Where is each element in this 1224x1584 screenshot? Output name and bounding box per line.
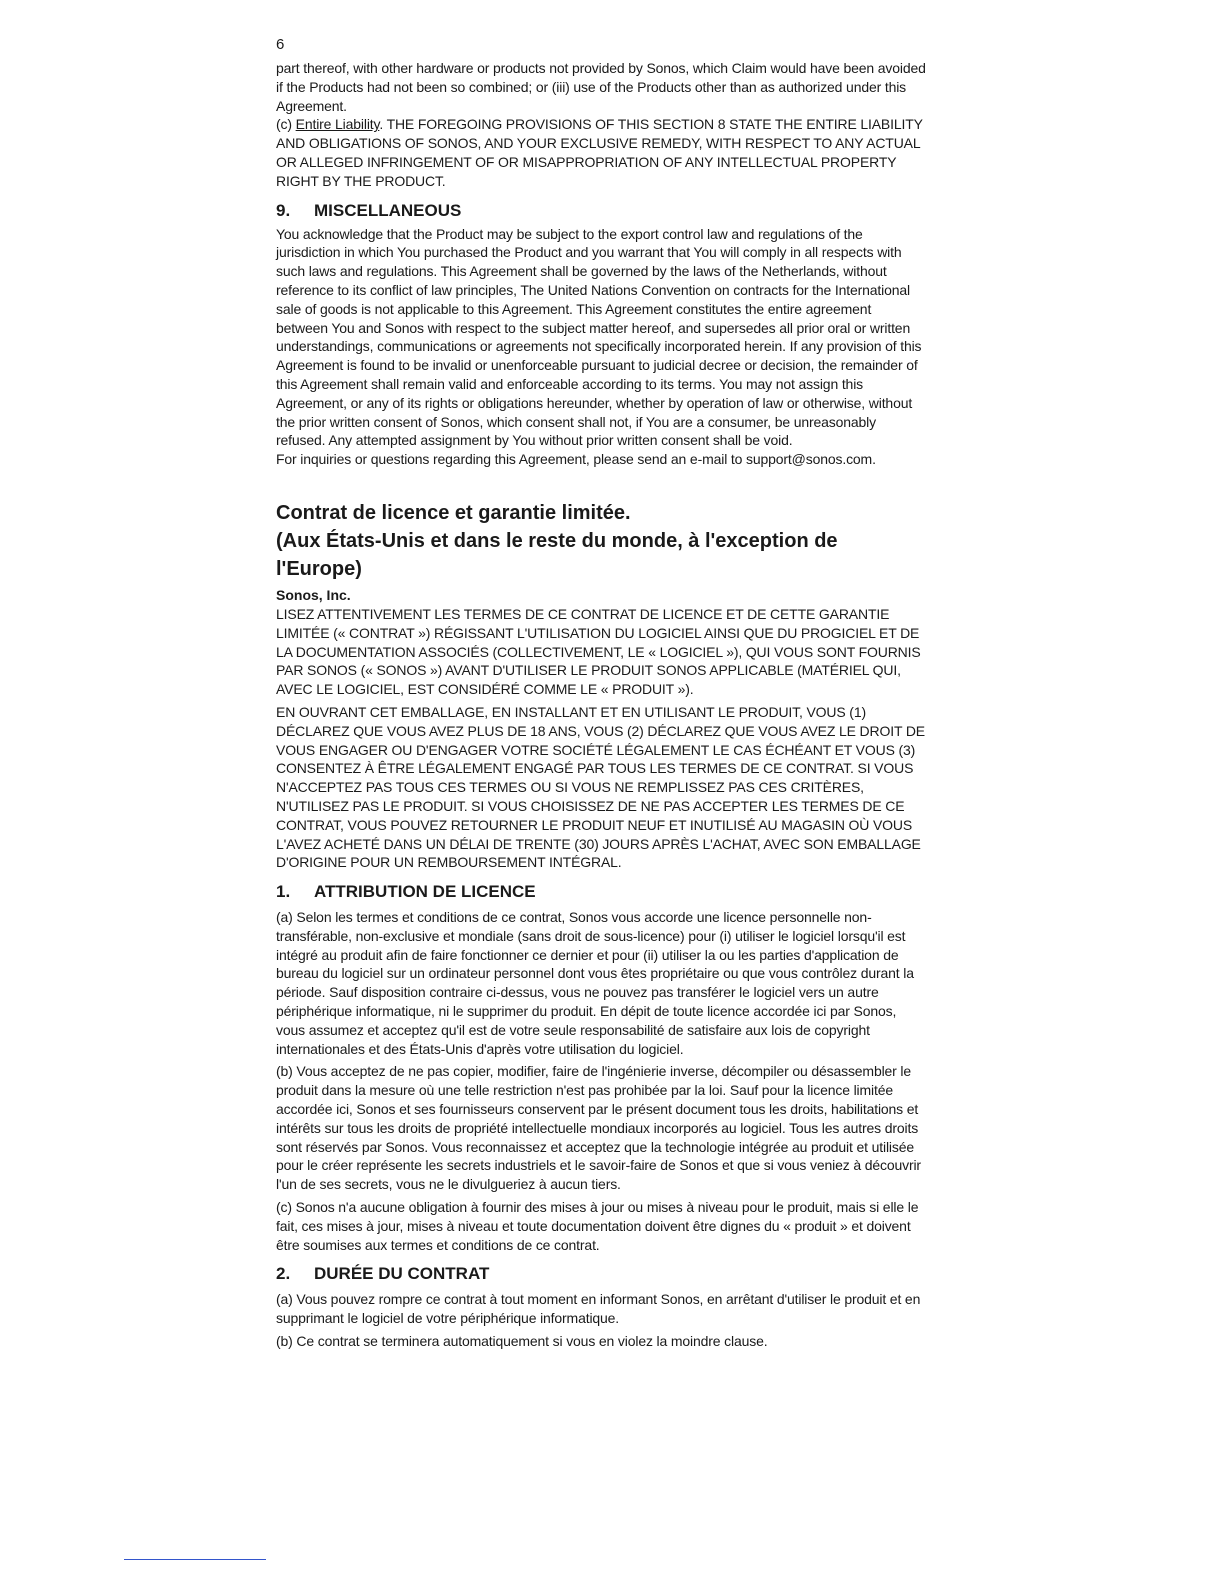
section-9-body: You acknowledge that the Product may be subject to the export control law and regulations of the jurisdiction in which You purchased the Product and you warrant that You will comply in all respects with such laws and regulations. This Agreement shall be governed by the laws of the Netherlands, without reference to its conflict of law principles, The United Nations Convention on contracts for the International sale of goods is not applicable to this Agreement. This Agreement constitutes the entire agreement between You and Sonos with respect to the subject matter hereof, and supersedes all prior oral or written understandings, communications or agreements not specifically incorporated herein. If any provision of this Agreement is found to be invalid or unenforceable pursuant to judicial decree or decision, the remainder of this Agreement shall remain valid and enforceable according to its terms. You may not assign this Agreement, or any of its rights or obligations hereunder, whether by operation of law or otherwise, without the prior written consent of Sonos, which consent shall not, if You are a consumer, be unreasonably refused. Any attempted assignment by You without prior written consent shall be void. — [276, 225, 922, 449]
intro-paragraph: part thereof, with other hardware or products not provided by Sonos, which Claim would have been avoided if the Products had not been so combined; or (iii) use of the Products other than as authorized under this Agreement. — [276, 60, 926, 114]
section-1-title: ATTRIBUTION DE LICENCE — [314, 882, 536, 902]
section-1-heading — [276, 882, 926, 902]
page-number: 6 — [276, 36, 285, 53]
french-paragraph-1: LISEZ ATTENTIVEMENT LES TERMES DE CE CONTRAT DE LICENCE ET DE CETTE GARANTIE LIMITÉE (« CONTRAT ») RÉGISSANT L'UTILISATION DU LOGICIEL AINSI QUE DU PROGICIEL ET DE LA DOCUMENTATION ASSOCIÉS (COLLECTIVEMENT, LE « LOGICIEL »), QUI VOUS SONT FOURNIS PAR SONOS (« SONOS ») AVANT D'UTILISER LE PRODUIT SONOS APPLICABLE (MATÉRIEL QUI, AVEC LE LOGICIEL, EST CONSIDÉRÉ COMME LE « PRODUIT »). — [276, 605, 921, 698]
document-page — [276, 36, 926, 1351]
entire-liability-text: . THE FOREGOING PROVISIONS OF THIS SECTION 8 STATE THE ENTIRE LIABILITY AND OBLIGATIONS OF SONOS, AND YOUR EXCLUSIVE REMEDY, WITH RESPECT TO ANY ACTUAL OR ALLEGED INFRINGEMENT OF OR MISAPPROPRIATION OF ANY INTELLECTUAL PROPERTY RIGHT BY THE PRODUCT. — [276, 116, 923, 189]
section-2-heading — [276, 1264, 926, 1284]
french-title-line-1: Contrat de licence et garantie limitée. — [276, 501, 631, 524]
section-1-clause-c: (c) Sonos n'a aucune obligation à fournir des mises à jour ou mises à niveau pour le produit, mais si elle le fait, ces mises à jour, mises à niveau et toute documentation doivent être dignes du « produit » et doivent être soumises aux termes et conditions de ce contrat. — [276, 1199, 919, 1253]
section-2-clause-b: (b) Ce contrat se terminera automatiquement si vous en violez la moindre clause. — [276, 1333, 768, 1350]
french-title — [276, 499, 926, 583]
clause-label: (c) — [276, 116, 296, 133]
entire-liability-paragraph — [276, 115, 926, 190]
entire-liability-heading: Entire Liability — [295, 116, 380, 133]
company-name: Sonos, Inc. — [276, 586, 351, 603]
section-9-number: 9. — [276, 200, 291, 220]
section-9-heading — [276, 201, 926, 221]
section-2-number: 2. — [276, 1264, 291, 1284]
section-1-number: 1. — [276, 882, 291, 902]
section-1-clause-a: (a) Selon les termes et conditions de ce contrat, Sonos vous accorde une licence personnelle non-transférable, non-exclusive et mondiale (sans droit de sous-licence) pour (i) utiliser le logiciel lorsqu'il est intégré au produit afin de faire fonctionner ce dernier et pour (ii) utiliser la ou les parties d'application de bureau du logiciel sur un ordinateur personnel dont vous êtes propriétaire ou que vous contrôlez durant la période. Sauf disposition contraire ci-dessus, vous ne pouvez pas transférer le logiciel vers un autre périphérique informatique, ni le supprimer du produit. En dépit de toute licence accordée ici par Sonos, vous assumez et acceptez qu'il est de votre seule responsabilité de satisfaire aux lois de copyright internationales et des États-Unis d'après votre utilisation du logiciel. — [276, 909, 914, 1057]
section-2-title: DURÉE DU CONTRAT — [314, 1264, 490, 1284]
french-title-line-2: (Aux États-Unis et dans le reste du monde, à l'exception de l'Europe) — [276, 529, 838, 580]
section-2-clause-a: (a) Vous pouvez rompre ce contrat à tout moment en informant Sonos, en arrêtant d'utiliser le produit et en supprimant le logiciel de votre périphérique informatique. — [276, 1291, 921, 1327]
section-9-title: MISCELLANEOUS — [314, 200, 462, 220]
section-1-clause-b: (b) Vous acceptez de ne pas copier, modifier, faire de l'ingénierie inverse, décompiler ou désassembler le produit dans la mesure où une telle restriction n'est pas prohibée par la loi. Sauf pour la licence limitée accordée ici, Sonos et ses fournisseurs conservent par le présent document tous les droits, habilitations et intérêts sur tous les droits de propriété intellectuelle mondiaux incorporés au logiciel. Tous les autres droits sont réservés par Sonos. Vous reconnaissez et acceptez que la technologie intégrée au produit et utilisée pour le créer représente les secrets industriels et le savoir-faire de Sonos et que si vous veniez à découvrir l'un de ses secrets, vous ne le divulgueriez à aucun tiers. — [276, 1063, 921, 1193]
french-paragraph-2: EN OUVRANT CET EMBALLAGE, EN INSTALLANT ET EN UTILISANT LE PRODUIT, VOUS (1) DÉCLAREZ QUE VOUS AVEZ PLUS DE 18 ANS, VOUS (2) DÉCLAREZ QUE VOUS AVEZ LE DROIT DE VOUS ENGAGER OU D'ENGAGER VOTRE SOCIÉTÉ LÉGALEMENT LE CAS ÉCHÉANT ET VOUS (3) CONSENTEZ À ÊTRE LÉGALEMENT ENGAGÉ PAR TOUS LES TERMES DE CE CONTRAT. SI VOUS N'ACCEPTEZ PAS TOUS CES TERMES OU SI VOUS NE REMPLISSEZ PAS CES CRITÈRES, N'UTILISEZ PAS LE PRODUIT. SI VOUS CHOISISSEZ DE NE PAS ACCEPTER LES TERMES DE CE CONTRAT, VOUS POUVEZ RETOURNER LE PRODUIT NEUF ET INUTILISÉ AU MAGASIN OÙ VOUS L'AVEZ ACHETÉ DANS UN DÉLAI DE TRENTE (30) JOURS APRÈS L'ACHAT, AVEC SON EMBALLAGE D'ORIGINE POUR UN REMBOURSEMENT INTÉGRAL. — [276, 703, 925, 871]
footer-rule — [124, 1559, 266, 1560]
section-9-contact: For inquiries or questions regarding this Agreement, please send an e-mail to support@sonos.com. — [276, 451, 876, 468]
